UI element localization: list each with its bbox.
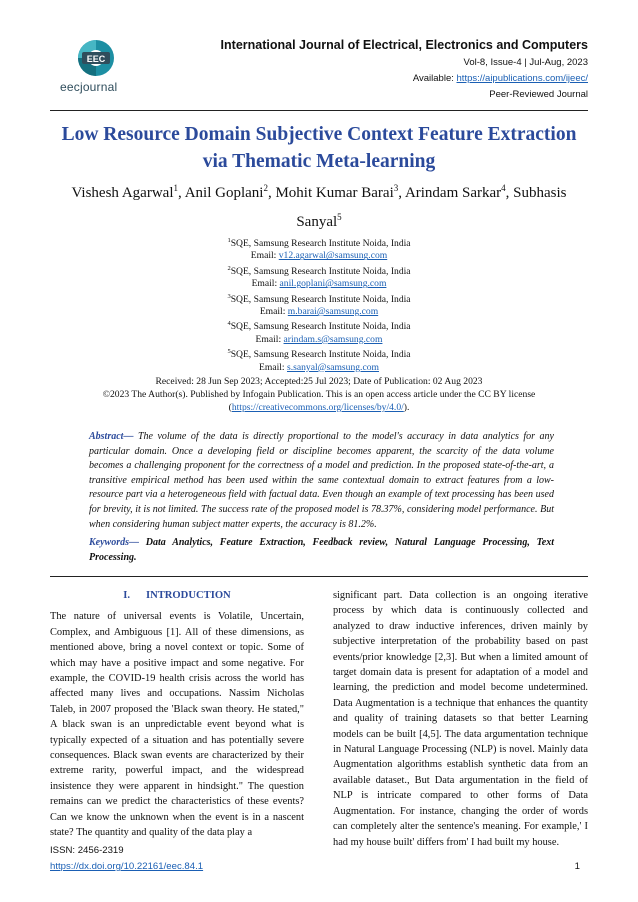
abstract-text: The volume of the data is directly proportional to the model's accuracy in data analytics for any particular domain. Once a developing field or discipline becomes apparent, the scarcity of the data volume becomes a challenging proponent for the correctness of a model and prediction. In the proposed state-of-the-art, a transitive empirical method has been used within the same contextual domain to extract features from a low-resource part via a heterogeneous field with factual data. Even though an example of text processing has been used for brevity, it is not limited. The success rate of the proposed model is 78.37%, considering model performance. But when considering human subject matter experts, the accuracy is 81.2%. bbox=[89, 431, 554, 530]
header-divider bbox=[50, 110, 588, 111]
page-number: 1 bbox=[574, 861, 580, 872]
body-column-left bbox=[50, 588, 304, 841]
journal-name: International Journal of Electrical, Electronics and Computers bbox=[220, 38, 588, 52]
license-line: (https://creativecommons.org/licenses/by/4.0/). bbox=[228, 402, 410, 413]
publication-info bbox=[60, 375, 578, 414]
body-divider bbox=[50, 576, 588, 577]
affiliation-email bbox=[140, 362, 498, 374]
author-name: Vishesh Agarwal bbox=[71, 185, 174, 201]
affiliation-org-text: SQE, Samsung Research Institute Noida, India bbox=[230, 293, 411, 305]
paper-title: Low Resource Domain Subjective Context Feature Extraction via Thematic Meta-learning bbox=[61, 124, 577, 172]
author-affiliation-marker: 3 bbox=[393, 183, 399, 193]
peer-reviewed-label: Peer-Reviewed Journal bbox=[489, 89, 588, 100]
affiliation-org-text: SQE, Samsung Research Institute Noida, India bbox=[230, 238, 411, 250]
keywords bbox=[89, 536, 554, 565]
journal-issue: Vol-8, Issue-4 | Jul-Aug, 2023 bbox=[463, 57, 588, 68]
logo-mark-text: EEC bbox=[86, 54, 106, 64]
author-affiliation-marker: 4 bbox=[501, 183, 506, 193]
affiliation-marker: 3 bbox=[227, 292, 231, 300]
logo-wordmark: eecjournal bbox=[60, 80, 118, 94]
email-label: Email: bbox=[250, 250, 277, 262]
author-name: Subhasis Sanyal bbox=[296, 185, 567, 230]
footer-doi-link[interactable]: https://dx.doi.org/10.22161/eec.84.1 bbox=[50, 861, 204, 872]
affiliation-email bbox=[140, 334, 498, 346]
email-link[interactable]: anil.goplani@samsung.com bbox=[279, 278, 387, 290]
license-text: ©2023 The Author(s). Published by Infogain Publication. This is an open access article under the CC BY license bbox=[102, 389, 536, 400]
affiliation-marker: 1 bbox=[227, 237, 231, 244]
affiliation-org bbox=[140, 291, 498, 306]
affiliation-email bbox=[140, 306, 498, 318]
affiliation-org bbox=[140, 346, 498, 361]
author-separator: , bbox=[178, 185, 185, 201]
affiliation-org-text: SQE, Samsung Research Institute Noida, India bbox=[230, 321, 411, 333]
available-label: Available: bbox=[412, 73, 454, 84]
email-link[interactable]: m.barai@samsung.com bbox=[287, 306, 379, 318]
author-name: Anil Goplani bbox=[184, 185, 264, 201]
author-separator: , bbox=[505, 185, 514, 201]
author-separator: , bbox=[398, 185, 405, 201]
email-link[interactable]: v12.agarwal@samsung.com bbox=[278, 250, 388, 262]
email-label: Email: bbox=[251, 278, 278, 290]
affiliation-email bbox=[140, 278, 498, 290]
keywords-label: Keywords— bbox=[89, 537, 139, 548]
affiliation-marker: 4 bbox=[227, 320, 231, 328]
email-link[interactable]: s.sanyal@samsung.com bbox=[287, 361, 379, 373]
body-paragraph: significant part. Data collection is an ongoing iterative process by which data is continuously collected and analyzed to draw inductive inferences, driven mainly by subjective interpretation of the probability based on past events/prior knowledge [2,3]. But when a limited amount of target domain data is present for adaptation of a model and learning, the prediction and model become undetermined. Data Augmentation is a technique that enhances the quantity and quality of training datasets so that better Learning models can be built [4,5]. The data argumentation technique in Natural Language Processing (NLP) is novel. Mainly data Augmentation algorithms establish synthetic data from an available dataset., But Data argumentation in the field of NLP is intricate compared to other forms of Data Augmentation. For instance, changing the order of words can completely alter the sentence's meaning. For example,' I had my house built' differs from' I had built my house. bbox=[333, 590, 588, 848]
journal-url-link[interactable]: https://aipublications.com/ijeec/ bbox=[456, 73, 588, 84]
license-link[interactable]: https://creativecommons.org/licenses/by/4.0/ bbox=[231, 402, 404, 413]
affiliation-org-text: SQE, Samsung Research Institute Noida, India bbox=[230, 265, 411, 277]
affiliation-list bbox=[140, 235, 498, 374]
author-name: Mohit Kumar Barai bbox=[275, 185, 394, 201]
affiliation-marker: 2 bbox=[227, 264, 231, 272]
publication-dates: Received: 28 Jun Sep 2023; Accepted:25 Jul 2023; Date of Publication: 02 Aug 2023 bbox=[155, 376, 483, 387]
email-label: Email: bbox=[259, 306, 286, 318]
author-affiliation-marker: 5 bbox=[337, 212, 342, 222]
body-column-right bbox=[333, 588, 588, 850]
affiliation-org bbox=[140, 235, 498, 250]
affiliation-org bbox=[140, 263, 498, 278]
author-affiliation-marker: 1 bbox=[173, 183, 178, 193]
footer-issn: ISSN: 2456-2319 bbox=[50, 845, 124, 856]
body-paragraph: The nature of universal events is Volatile, Uncertain, Complex, and Ambiguous [1]. All of these dimensions, as mentioned above, bring a novel context or topic. Some of which may have a positive impact and some negative. For example, the COVID-19 health crisis across the world has affected many lives and occupations. Nassim Nicholas Taleb, in 2007 proposed the 'Black swan theory. He stated," A black swan is an unpredictable event beyond what is typically expected of a situation and has potentially severe consequences. Black swan events are characterized by their extreme rarity, powerful impact, and the widespread insistence they were apparent in hindsight." The question remains can we predict the characteristics of these events? Can we know the unknown when the event is in a nascent state? The quantity and quality of the data play a bbox=[50, 611, 304, 839]
abstract bbox=[89, 430, 554, 532]
affiliation-org-text: SQE, Samsung Research Institute Noida, India bbox=[230, 349, 411, 361]
email-label: Email: bbox=[255, 333, 282, 345]
keywords-text: Data Analytics, Feature Extraction, Feedback review, Natural Language Processing, Text Processing. bbox=[89, 537, 555, 563]
author-separator: , bbox=[267, 185, 276, 201]
email-link[interactable]: arindam.s@samsung.com bbox=[283, 333, 383, 345]
journal-availability bbox=[413, 73, 588, 84]
author-name: Arindam Sarkar bbox=[404, 185, 502, 201]
affiliation-org bbox=[140, 318, 498, 333]
abstract-label: Abstract— bbox=[89, 431, 134, 442]
author-affiliation-marker: 2 bbox=[263, 183, 268, 193]
affiliation-marker: 5 bbox=[227, 348, 231, 356]
section-heading: I. INTRODUCTION bbox=[123, 590, 231, 601]
affiliation-email bbox=[140, 250, 498, 262]
author-list bbox=[64, 176, 574, 234]
email-label: Email: bbox=[259, 361, 285, 373]
